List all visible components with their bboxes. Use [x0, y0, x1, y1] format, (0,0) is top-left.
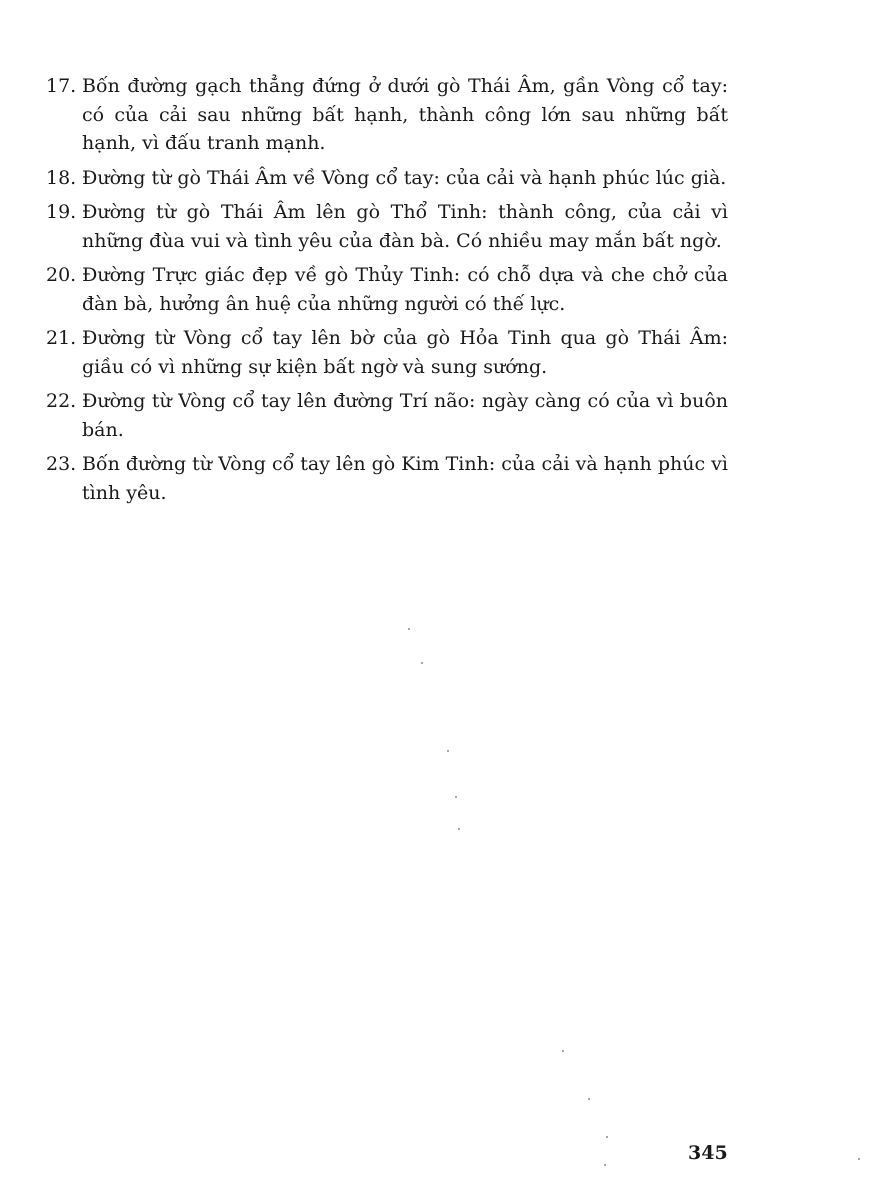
entry-number: 22. — [46, 390, 77, 412]
scan-speck — [455, 796, 457, 798]
entry-text: Đường Trực giác đẹp về gò Thủy Tinh: có chỗ dựa và che chở của đàn bà, hưởng ân huệ của những người có thế lực. — [82, 264, 728, 315]
page-number: 345 — [688, 1142, 728, 1164]
scan-speck — [606, 1136, 608, 1138]
entry-text: Đường từ Vòng cổ tay lên đường Trí não: ngày càng có của vì buôn bán. — [82, 390, 728, 441]
entry-number: 19. — [46, 201, 77, 223]
entry-text: Đường từ gò Thái Âm lên gò Thổ Tinh: thành công, của cải vì những đùa vui và tình yêu của đàn bà. Có nhiều may mắn bất ngờ. — [82, 201, 728, 252]
entry-text: Bốn đường gạch thẳng đứng ở dưới gò Thái Âm, gần Vòng cổ tay: có của cải sau những bất hạnh, thành công lớn sau những bất hạnh, vì đấu tranh mạnh. — [82, 75, 728, 154]
scan-speck — [421, 662, 423, 664]
scan-speck — [408, 628, 410, 630]
list-item — [46, 198, 728, 255]
entry-number: 21. — [46, 327, 77, 349]
entry-text: Đường từ Vòng cổ tay lên bờ của gò Hỏa Tinh qua gò Thái Âm: giầu có vì những sự kiện bất ngờ và sung sướng. — [82, 327, 728, 378]
entry-number: 20. — [46, 264, 77, 286]
scan-speck — [447, 750, 449, 752]
list-item — [46, 387, 728, 444]
scan-speck — [588, 1098, 590, 1100]
entry-number: 17. — [46, 75, 77, 97]
scan-speck — [604, 1164, 606, 1166]
entry-number: 18. — [46, 166, 77, 189]
list-item — [46, 72, 728, 158]
entry-list — [46, 72, 728, 513]
list-item — [46, 261, 728, 318]
scan-speck — [458, 828, 460, 830]
scan-speck — [858, 1158, 860, 1160]
list-item — [46, 164, 728, 193]
list-item — [46, 324, 728, 381]
entry-text: Đường từ gò Thái Âm về Vòng cổ tay: của cải và hạnh phúc lúc già. — [82, 166, 727, 189]
entry-number: 23. — [46, 453, 77, 475]
list-item — [46, 450, 728, 507]
scan-speck — [562, 1050, 564, 1052]
entry-text: Bốn đường từ Vòng cổ tay lên gò Kim Tinh: của cải và hạnh phúc vì tình yêu. — [82, 453, 728, 504]
